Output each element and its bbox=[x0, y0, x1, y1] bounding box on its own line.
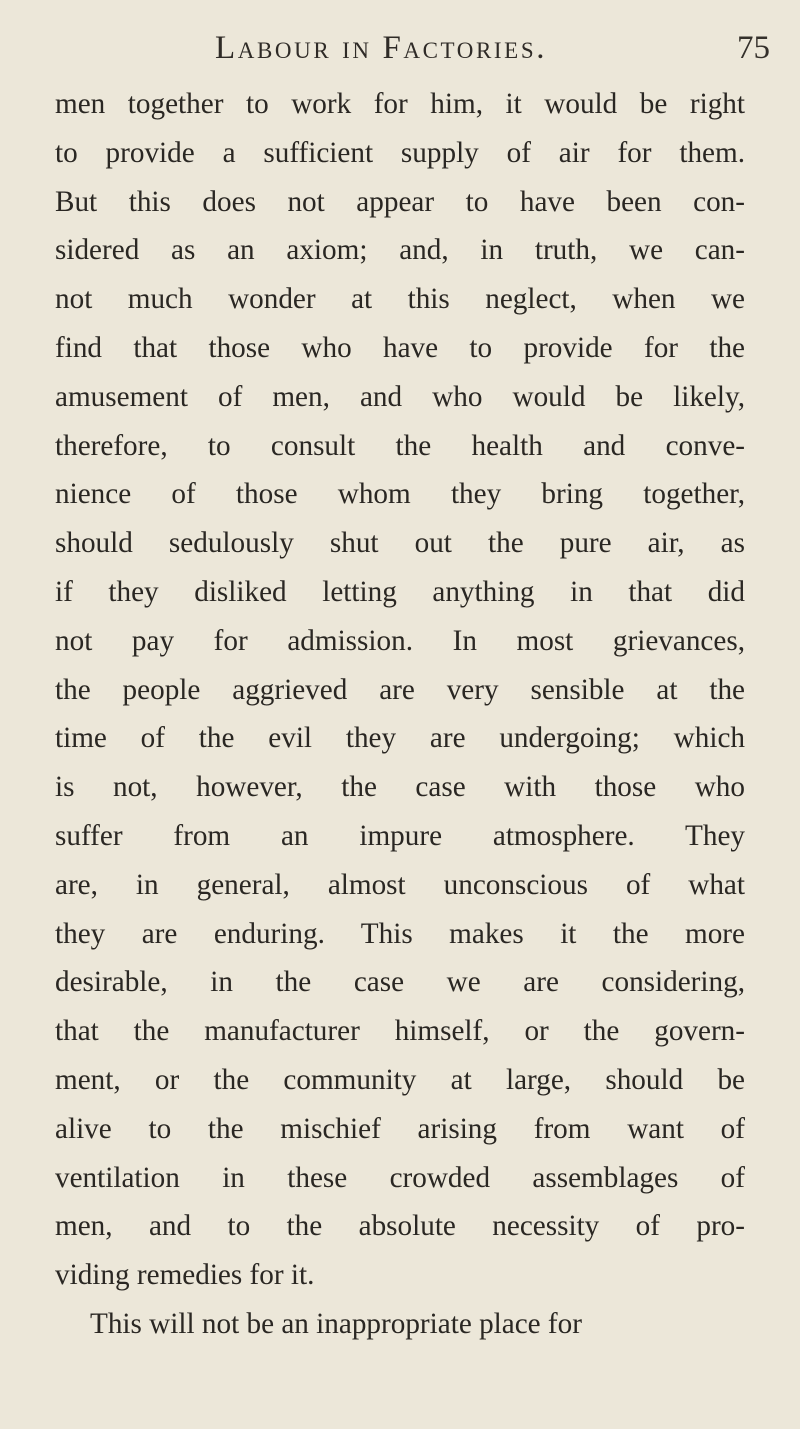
text-line: they are enduring. This makes it the more bbox=[55, 917, 745, 950]
text-line: This will not be an inappropriate place for bbox=[90, 1307, 582, 1340]
text-line: But this does not appear to have been con- bbox=[55, 185, 745, 218]
text-line: desirable, in the case we are considering, bbox=[55, 966, 745, 999]
text-line: that the manufacturer himself, or the govern- bbox=[55, 1015, 745, 1048]
text-line: are, in general, almost unconscious of what bbox=[55, 868, 745, 901]
text-line: should sedulously shut out the pure air, as bbox=[55, 527, 745, 560]
text-line: viding remedies for it. bbox=[55, 1259, 315, 1292]
text-line: the people aggrieved are very sensible at the bbox=[55, 673, 745, 706]
text-line: alive to the mischief arising from want of bbox=[55, 1112, 745, 1145]
text-line: suffer from an impure atmosphere. They bbox=[55, 819, 745, 852]
text-line: ventilation in these crowded assemblages of bbox=[55, 1161, 745, 1194]
text-line: time of the evil they are undergoing; which bbox=[55, 722, 745, 755]
running-head bbox=[0, 30, 800, 78]
body-text bbox=[55, 80, 745, 1349]
text-line: find that those who have to provide for the bbox=[55, 331, 745, 364]
text-line: men together to work for him, it would be right bbox=[55, 88, 745, 120]
text-line: to provide a sufficient supply of air for them. bbox=[55, 136, 745, 169]
text-line: is not, however, the case with those who bbox=[55, 771, 745, 804]
text-line: not pay for admission. In most grievances, bbox=[55, 624, 745, 657]
text-line: if they disliked letting anything in that did bbox=[55, 575, 745, 608]
text-line: sidered as an axiom; and, in truth, we can- bbox=[55, 234, 745, 267]
running-title: Labour in Factories. bbox=[215, 30, 548, 66]
text-line: therefore, to consult the health and conve- bbox=[55, 429, 745, 462]
text-line: men, and to the absolute necessity of pro- bbox=[55, 1210, 745, 1243]
text-line: not much wonder at this neglect, when we bbox=[55, 283, 745, 316]
text-line: amusement of men, and who would be likely, bbox=[55, 380, 745, 413]
text-line: nience of those whom they bring together, bbox=[55, 478, 745, 511]
text-line: ment, or the community at large, should be bbox=[55, 1063, 745, 1096]
page-number: 75 bbox=[737, 30, 770, 66]
